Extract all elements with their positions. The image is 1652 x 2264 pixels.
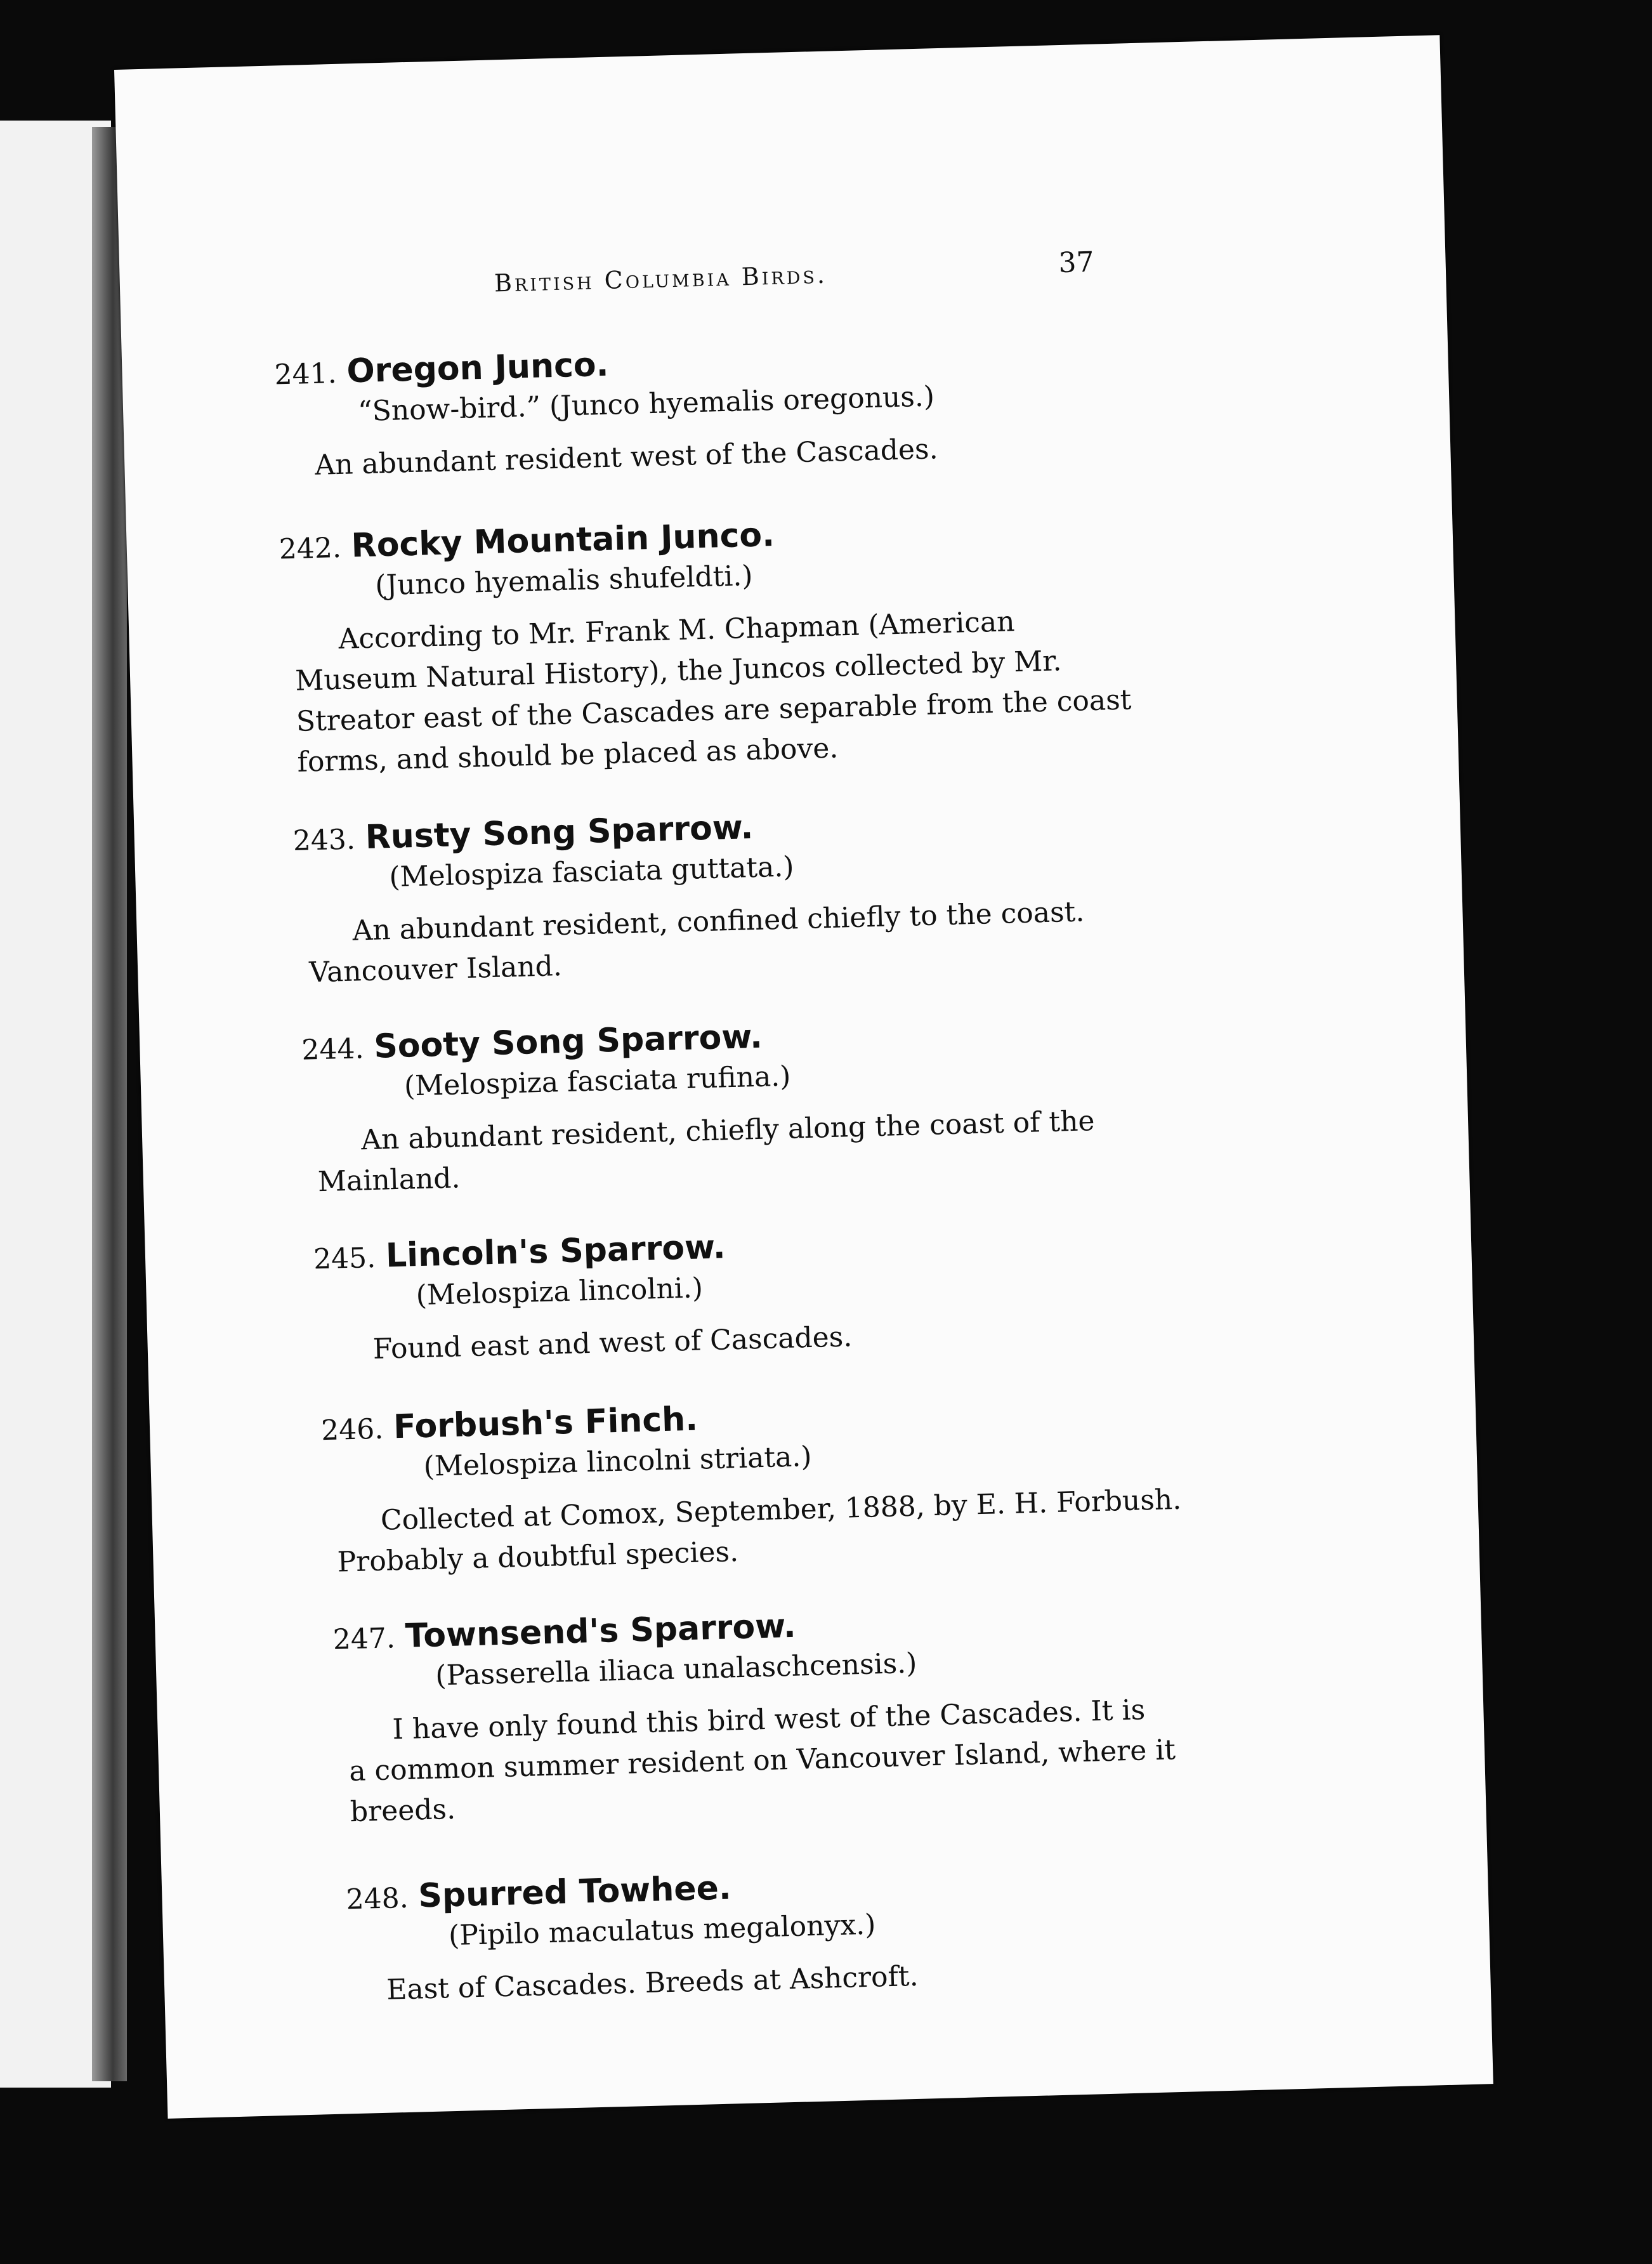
description-line: Collected at Comox, September, 1888, by E. H. Forbush.	[380, 1483, 1182, 1537]
entry-248	[346, 1851, 1427, 2011]
book-page	[114, 35, 1493, 2119]
description-line: An abundant resident, chiefly along the coast of the	[360, 1105, 1096, 1157]
entry-name: Rusty Song Sparrow.	[364, 808, 754, 857]
entry-number: 248.	[345, 1881, 409, 1916]
entry-247	[332, 1591, 1416, 1833]
entry-name: Oregon Junco.	[346, 345, 610, 391]
entry-name: Spurred Towhee.	[417, 1869, 732, 1916]
entry-scientific-name: (Passerella iliaca unalaschcensis.)	[435, 1647, 917, 1692]
entry-name: Forbush's Finch.	[393, 1400, 698, 1447]
description-line: forms, and should be placed as above.	[296, 732, 839, 779]
entry-name: Sooty Song Sparrow.	[373, 1017, 763, 1066]
description-line: An abundant resident west of the Cascades.	[314, 433, 939, 482]
description-line: An abundant resident, confined chiefly to the coast.	[351, 895, 1085, 947]
description-line: Probably a doubtful species.	[337, 1536, 739, 1579]
entry-242	[279, 501, 1363, 783]
entry-description	[308, 884, 1375, 993]
entry-name: Rocky Mountain Junco.	[350, 516, 775, 565]
entry-description	[316, 1093, 1384, 1202]
entry-description	[336, 1474, 1403, 1583]
entry-scientific-name: (Melospiza lincolni.)	[416, 1272, 704, 1312]
entry-scientific-name: (Melospiza fasciata guttata.)	[388, 850, 795, 894]
entry-name: Townsend's Sparrow.	[404, 1607, 797, 1655]
entry-244	[301, 1001, 1384, 1202]
description-line: Museum Natural History), the Juncos collected by Mr.	[294, 645, 1063, 697]
entry-246	[320, 1382, 1403, 1583]
description-line: Vancouver Island.	[308, 950, 563, 989]
description-line: Streator east of the Cascades are separable from the coast	[296, 683, 1132, 738]
entry-scientific-name: (Pipilo maculatus megalonyx.)	[448, 1908, 876, 1952]
entry-scientific-name: “Snow-bird.” (Junco hyemalis oregonus.)	[357, 380, 935, 428]
entry-description	[348, 1683, 1416, 1833]
description-line: According to Mr. Frank M. Chapman (American	[338, 605, 1016, 656]
page-number: 37	[1058, 246, 1095, 280]
running-title: British Columbia Birds.	[494, 260, 828, 298]
entry-scientific-name: (Melospiza lincolni striata.)	[423, 1440, 813, 1483]
entry-description	[315, 418, 1356, 486]
entry-scientific-name: (Junco hyemalis shufeldti.)	[374, 559, 754, 602]
description-line: breeds.	[350, 1793, 456, 1829]
page-content	[114, 35, 1493, 2119]
entry-number: 245.	[313, 1241, 376, 1276]
description-line: East of Cascades. Breeds at Ashcroft.	[386, 1959, 919, 2006]
entry-241	[274, 326, 1356, 487]
entry-description	[372, 1303, 1394, 1370]
entry-number: 244.	[301, 1032, 365, 1067]
entry-number: 246.	[320, 1412, 384, 1447]
entry-description	[294, 593, 1363, 783]
entry-number: 241.	[274, 357, 338, 392]
book-gutter	[92, 127, 127, 2081]
entry-name: Lincoln's Sparrow.	[385, 1228, 726, 1275]
description-line: Found east and west of Cascades.	[372, 1320, 853, 1366]
entry-245	[313, 1211, 1394, 1371]
entry-number: 242.	[279, 531, 342, 566]
entry-number: 243.	[292, 823, 356, 858]
entry-description	[386, 1943, 1427, 2011]
description-line: I have only found this bird west of the Cascades. It is	[391, 1694, 1146, 1746]
entry-number: 247.	[332, 1622, 396, 1656]
description-line: Mainland.	[317, 1162, 461, 1199]
entry-scientific-name: (Melospiza fasciata rufina.)	[403, 1060, 791, 1103]
description-line: a common summer resident on Vancouver Island, where it	[348, 1734, 1176, 1788]
entry-243	[292, 793, 1375, 994]
